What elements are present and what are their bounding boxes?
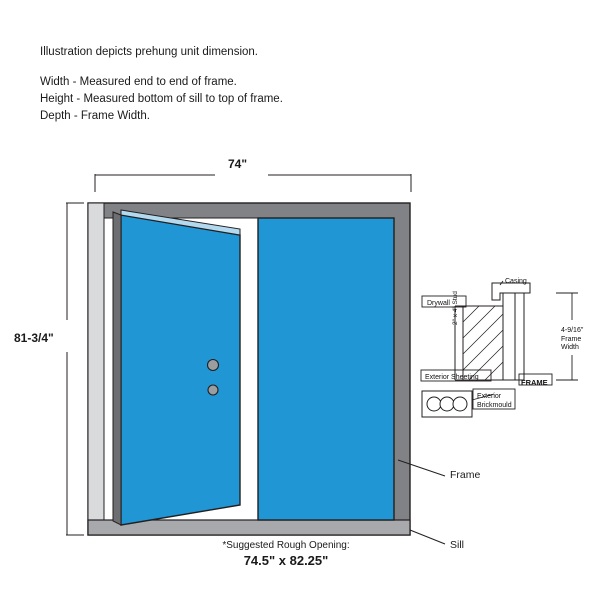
height-dimension [66, 203, 84, 535]
callout-sill-label: Sill [450, 539, 465, 551]
rough-opening-value: 74.5" x 82.25" [243, 553, 329, 568]
height-dimension-label: 81-3/4" [14, 331, 54, 345]
detail-frame-label: FRAME [521, 378, 548, 387]
door-panel-fixed [258, 218, 394, 520]
detail-stud-label: 2" x 4" Stud [452, 291, 459, 325]
note-line-3: Height - Measured bottom of sill to top of frame. [40, 93, 283, 105]
callout-frame-label: Frame [450, 469, 481, 481]
rough-opening-block [176, 538, 396, 568]
rough-opening-note: *Suggested Rough Opening: [222, 540, 350, 551]
door-panel-open [113, 210, 240, 525]
note-line-4: Depth - Frame Width. [40, 110, 150, 122]
note-line-2: Width - Measured end to end of frame. [40, 76, 237, 88]
detail-drywall-label: Drywall [427, 300, 450, 307]
detail-frame-width-label: 4-9/16" Frame Width [561, 327, 584, 351]
detail-casing-label: Casing [505, 278, 527, 285]
detail-brickmould-label: Exterior Brickmould [477, 393, 512, 409]
note-line-1: Illustration depicts prehung unit dimension. [40, 46, 258, 58]
detail-exterior-sheeting-label: Exterior Sheeting [425, 374, 479, 381]
width-dimension-label: 74" [228, 157, 248, 171]
width-dimension [95, 174, 411, 192]
